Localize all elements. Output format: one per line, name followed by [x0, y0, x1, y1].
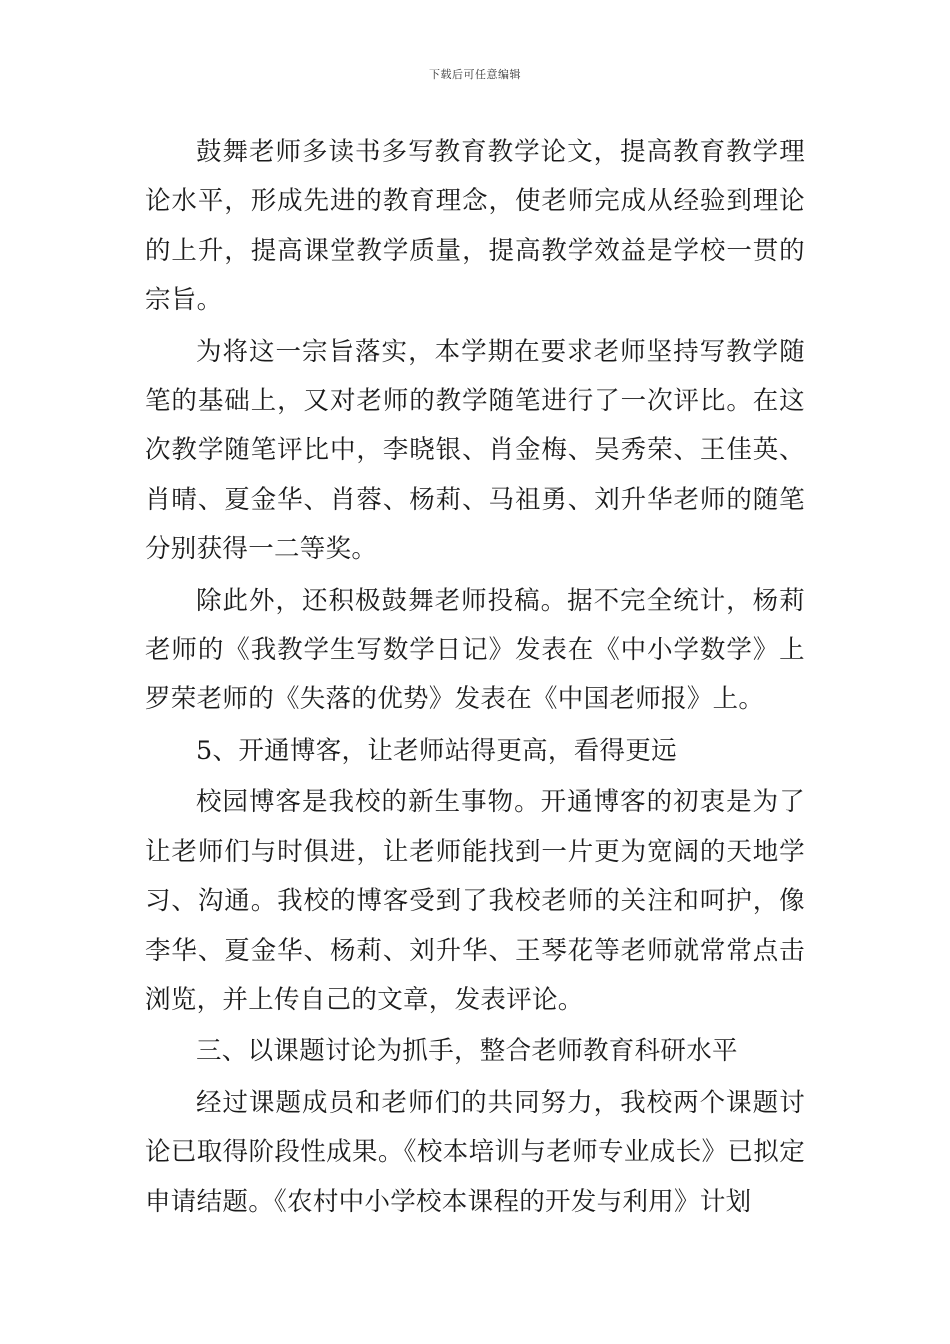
paragraph-publications: 除此外，还积极鼓舞老师投稿。据不完全统计，杨莉老师的《我教学生写数学日记》发表在《中小学数学》上罗荣老师的《失落的优势》发表在《中国老师报》上。 — [145, 585, 805, 715]
paragraph-writing-encouragement: 鼓舞老师多读书多写教育教学论文，提高教育教学理论水平，形成先进的教育理念，使老师完成从经验到理论的上升，提高课堂教学质量，提高教学效益是学校一贯的宗旨。 — [145, 137, 805, 316]
paragraph-campus-blog: 校园博客是我校的新生事物。开通博客的初衷是为了让老师们与时俱进，让老师能找到一片更为宽阔的天地学习、沟通。我校的博客受到了我校老师的关注和呵护，像李华、夏金华、杨莉、刘升华、王琴花等老师就常常点击浏览，并上传自己的文章，发表评论。 — [145, 787, 805, 1015]
section-heading-blog: 5、开通博客，让老师站得更高，看得更远 — [196, 735, 677, 766]
document-body — [145, 128, 805, 1227]
page-header-note: 下载后可任意编辑 — [429, 68, 521, 81]
section-heading-research: 三、以课题讨论为抓手，整合老师教育科研水平 — [196, 1036, 738, 1067]
paragraph-essay-competition: 为将这一宗旨落实，本学期在要求老师坚持写教学随笔的基础上，又对老师的教学随笔进行了一次评比。在这次教学随笔评比中，李晓银、肖金梅、吴秀荣、王佳英、肖晴、夏金华、肖蓉、杨莉、马祖勇、刘升华老师的随笔分别获得一二等奖。 — [145, 336, 805, 565]
paragraph-research-results: 经过课题成员和老师们的共同努力，我校两个课题讨论已取得阶段性成果。《校本培训与老师专业成长》已拟定申请结题。《农村中小学校本课程的开发与利用》计划 — [145, 1087, 805, 1217]
